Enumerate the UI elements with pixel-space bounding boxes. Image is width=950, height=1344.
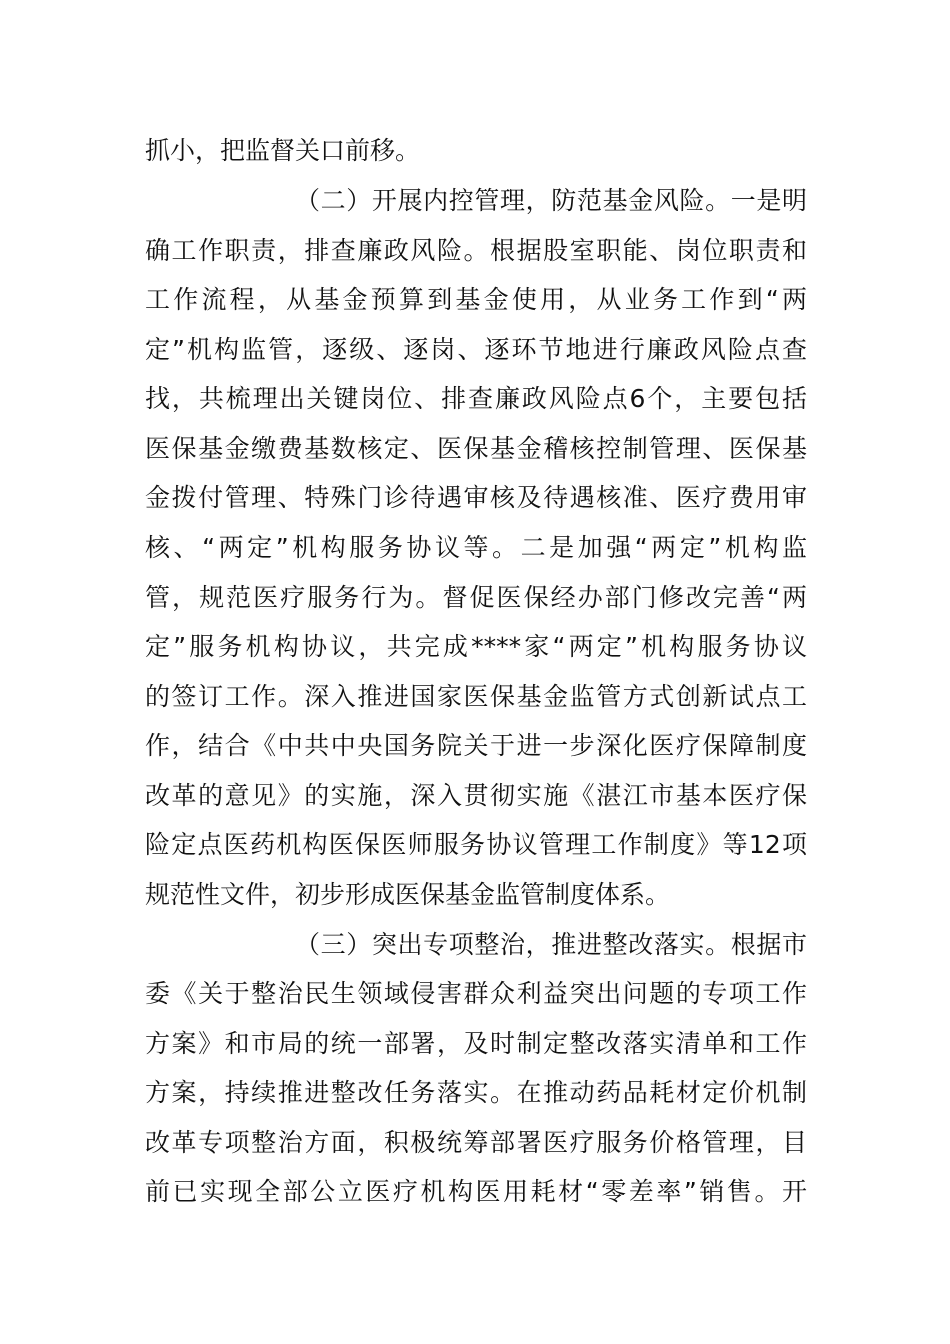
text-line: 管，规范医疗服务行为。督促医保经办部门修改完善“两 bbox=[145, 583, 807, 612]
text-line: 金拨付管理、特殊门诊待遇审核及待遇核准、医疗费用审 bbox=[145, 483, 807, 512]
text-line: 险定点医药机构医保医师服务协议管理工作制度》等12项 bbox=[145, 830, 807, 859]
text-line: 抓小，把监督关口前移。 bbox=[145, 136, 421, 165]
text-line: 改革专项整治方面，积极统筹部署医疗服务价格管理，目 bbox=[145, 1128, 807, 1157]
text-line: 的签订工作。深入推进国家医保基金监管方式创新试点工 bbox=[145, 682, 807, 711]
text-line: 规范性文件，初步形成医保基金监管制度体系。 bbox=[145, 880, 671, 909]
text-line: 定”服务机构协议，共完成****家“两定”机构服务协议 bbox=[145, 632, 807, 661]
section-heading-line: （三）突出专项整治，推进整改落实。根据市 bbox=[295, 930, 807, 959]
text-line: 定”机构监管，逐级、逐岗、逐环节地进行廉政风险点查 bbox=[145, 335, 807, 364]
text-line: 改革的意见》的实施，深入贯彻实施《湛江市基本医疗保 bbox=[145, 781, 807, 810]
text-line: 委《关于整治民生领域侵害群众利益突出问题的专项工作 bbox=[145, 979, 807, 1008]
text-line: 找，共梳理出关键岗位、排查廉政风险点6个，主要包括 bbox=[145, 384, 807, 413]
text-line: 工作流程，从基金预算到基金使用，从业务工作到“两 bbox=[145, 285, 807, 314]
text-line: 核、“两定”机构服务协议等。二是加强“两定”机构监 bbox=[145, 533, 807, 562]
text-line: 确工作职责，排查廉政风险。根据股室职能、岗位职责和 bbox=[145, 236, 807, 265]
text-line: 前已实现全部公立医疗机构医用耗材“零差率”销售。开 bbox=[145, 1177, 807, 1206]
text-line: 医保基金缴费基数核定、医保基金稽核控制管理、医保基 bbox=[145, 434, 807, 463]
text-line: 方案》和市局的统一部署，及时制定整改落实清单和工作 bbox=[145, 1029, 807, 1058]
section-heading-line: （二）开展内控管理，防范基金风险。一是明 bbox=[295, 186, 807, 215]
text-line: 作，结合《中共中央国务院关于进一步深化医疗保障制度 bbox=[145, 731, 807, 760]
text-line: 方案，持续推进整改任务落实。在推动药品耗材定价机制 bbox=[145, 1078, 807, 1107]
